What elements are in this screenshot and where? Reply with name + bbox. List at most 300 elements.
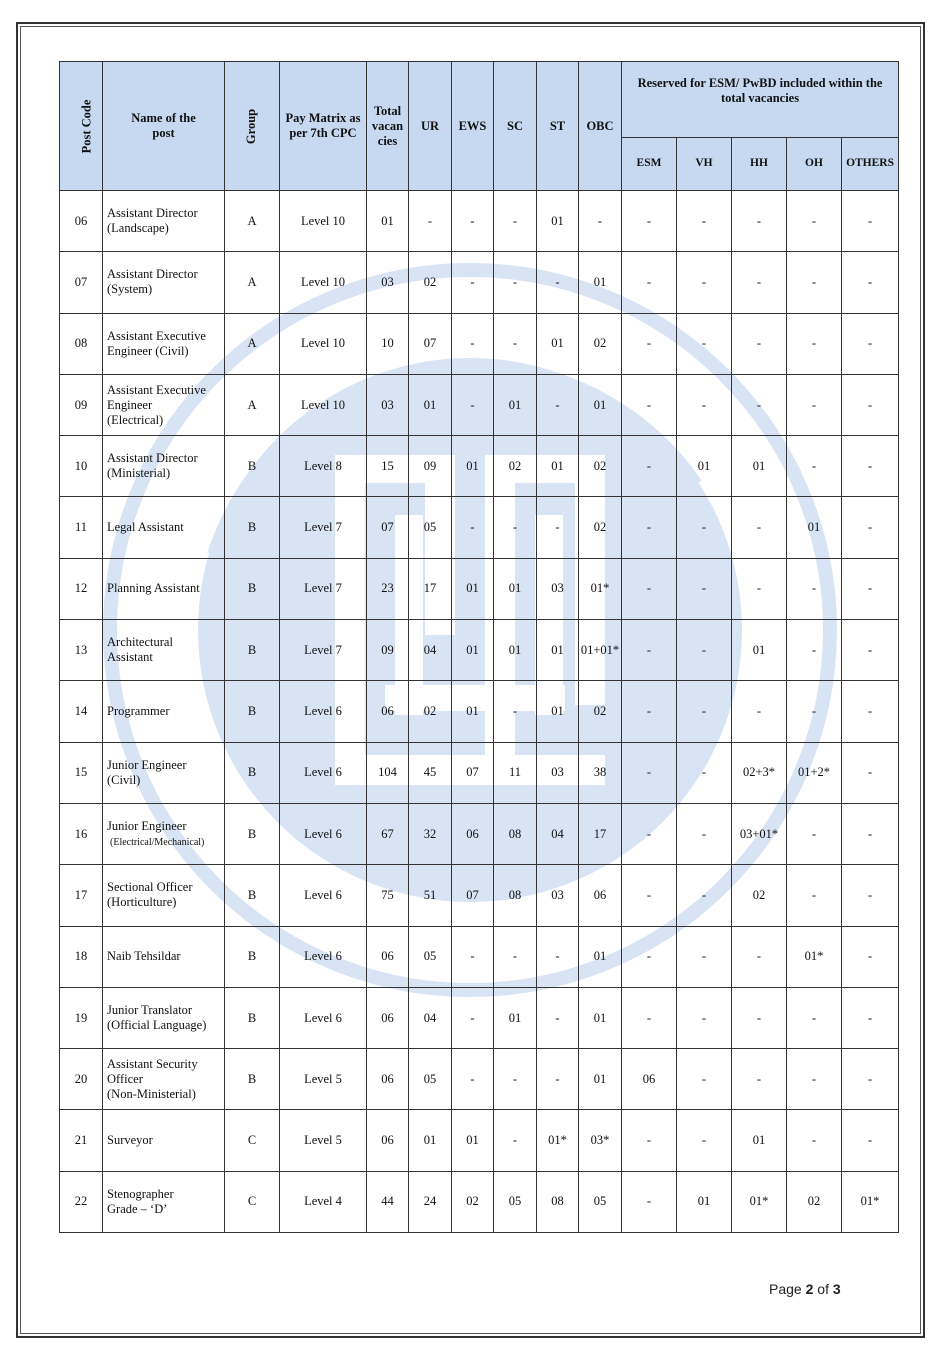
cell-sc: - bbox=[494, 681, 537, 742]
cell-others: - bbox=[842, 497, 899, 558]
cell-ews: - bbox=[452, 191, 494, 252]
cell-hh: - bbox=[732, 558, 787, 619]
cell-esm: - bbox=[622, 926, 677, 987]
cell-group: B bbox=[225, 620, 280, 681]
cell-vh: - bbox=[677, 681, 732, 742]
table-row bbox=[60, 436, 899, 497]
cell-group: A bbox=[225, 191, 280, 252]
cell-total: 10 bbox=[367, 313, 409, 374]
cell-st: 04 bbox=[537, 803, 579, 864]
cell-ur: 05 bbox=[409, 1049, 452, 1110]
cell-hh: 01 bbox=[732, 1110, 787, 1171]
table-row bbox=[60, 1171, 899, 1232]
cell-name bbox=[103, 1049, 225, 1110]
cell-sc: - bbox=[494, 191, 537, 252]
post-name-line: Architectural bbox=[107, 635, 173, 650]
cell-esm: - bbox=[622, 681, 677, 742]
table-row bbox=[60, 742, 899, 803]
cell-group: B bbox=[225, 742, 280, 803]
cell-others: - bbox=[842, 681, 899, 742]
cell-vh: - bbox=[677, 374, 732, 435]
cell-st: 01 bbox=[537, 436, 579, 497]
cell-others: - bbox=[842, 436, 899, 497]
cell-oh: - bbox=[787, 313, 842, 374]
cell-total: 75 bbox=[367, 865, 409, 926]
cell-code: 12 bbox=[60, 558, 103, 619]
col-header-ews: EWS bbox=[452, 62, 494, 191]
cell-name bbox=[103, 191, 225, 252]
col-header-total: Total vacan cies bbox=[367, 62, 409, 191]
post-name-line: (Civil) bbox=[107, 772, 141, 787]
cell-name bbox=[103, 926, 225, 987]
cell-hh: - bbox=[732, 374, 787, 435]
vacancy-table bbox=[59, 61, 899, 1233]
cell-oh: 01* bbox=[787, 926, 842, 987]
cell-pay: Level 7 bbox=[280, 497, 367, 558]
cell-sc: 01 bbox=[494, 374, 537, 435]
post-name-line: Assistant Executive bbox=[107, 382, 206, 397]
cell-code: 10 bbox=[60, 436, 103, 497]
post-name-line: Assistant Director bbox=[107, 206, 198, 221]
cell-pay: Level 5 bbox=[280, 1049, 367, 1110]
post-name-line: (Official Language) bbox=[107, 1018, 207, 1032]
cell-vh: - bbox=[677, 1110, 732, 1171]
cell-group: B bbox=[225, 987, 280, 1048]
cell-oh: - bbox=[787, 1049, 842, 1110]
vacancy-table-body bbox=[60, 191, 899, 1233]
cell-sc: 02 bbox=[494, 436, 537, 497]
cell-code: 14 bbox=[60, 681, 103, 742]
table-row bbox=[60, 374, 899, 435]
table-row bbox=[60, 987, 899, 1048]
cell-group: B bbox=[225, 803, 280, 864]
cell-others: - bbox=[842, 742, 899, 803]
cell-esm: - bbox=[622, 865, 677, 926]
cell-oh: - bbox=[787, 987, 842, 1048]
cell-others: - bbox=[842, 926, 899, 987]
post-name-line: Legal Assistant bbox=[107, 520, 184, 535]
cell-oh: 02 bbox=[787, 1171, 842, 1232]
post-name-line: Assistant Security bbox=[107, 1056, 198, 1071]
table-row bbox=[60, 191, 899, 252]
cell-sc: - bbox=[494, 252, 537, 313]
cell-group: B bbox=[225, 681, 280, 742]
cell-st: 01 bbox=[537, 681, 579, 742]
cell-ews: 01 bbox=[452, 558, 494, 619]
cell-oh: - bbox=[787, 191, 842, 252]
cell-ews: - bbox=[452, 1049, 494, 1110]
cell-pay: Level 5 bbox=[280, 1110, 367, 1171]
cell-total: 03 bbox=[367, 374, 409, 435]
cell-hh: - bbox=[732, 191, 787, 252]
cell-pay: Level 6 bbox=[280, 803, 367, 864]
cell-vh: 01 bbox=[677, 1171, 732, 1232]
cell-ur: 32 bbox=[409, 803, 452, 864]
cell-name bbox=[103, 620, 225, 681]
cell-others: - bbox=[842, 313, 899, 374]
cell-name bbox=[103, 558, 225, 619]
table-row bbox=[60, 803, 899, 864]
cell-others: - bbox=[842, 558, 899, 619]
cell-sc: 11 bbox=[494, 742, 537, 803]
cell-name bbox=[103, 1110, 225, 1171]
cell-esm: 06 bbox=[622, 1049, 677, 1110]
cell-group: B bbox=[225, 865, 280, 926]
cell-sc: - bbox=[494, 1049, 537, 1110]
cell-code: 07 bbox=[60, 252, 103, 313]
cell-group: B bbox=[225, 497, 280, 558]
cell-oh: 01 bbox=[787, 497, 842, 558]
cell-pay: Level 10 bbox=[280, 191, 367, 252]
cell-oh: - bbox=[787, 620, 842, 681]
col-header-vh: VH bbox=[677, 138, 732, 191]
cell-sc: - bbox=[494, 313, 537, 374]
cell-ews: - bbox=[452, 926, 494, 987]
cell-others: - bbox=[842, 620, 899, 681]
cell-obc: 01 bbox=[579, 252, 622, 313]
cell-ur: 45 bbox=[409, 742, 452, 803]
post-name-line: (System) bbox=[107, 282, 153, 297]
cell-st: 01* bbox=[537, 1110, 579, 1171]
cell-esm: - bbox=[622, 742, 677, 803]
cell-name bbox=[103, 987, 225, 1048]
cell-total: 44 bbox=[367, 1171, 409, 1232]
col-header-name: Name of the post bbox=[103, 62, 225, 191]
cell-ur: 04 bbox=[409, 620, 452, 681]
cell-obc: 38 bbox=[579, 742, 622, 803]
cell-code: 06 bbox=[60, 191, 103, 252]
post-name-line: Junior Engineer bbox=[107, 757, 187, 772]
cell-code: 20 bbox=[60, 1049, 103, 1110]
cell-pay: Level 7 bbox=[280, 558, 367, 619]
cell-hh: 02 bbox=[732, 865, 787, 926]
cell-vh: - bbox=[677, 865, 732, 926]
cell-obc: 17 bbox=[579, 803, 622, 864]
cell-name bbox=[103, 1171, 225, 1232]
cell-sc: 01 bbox=[494, 558, 537, 619]
cell-sc: 01 bbox=[494, 620, 537, 681]
cell-sc: 01 bbox=[494, 987, 537, 1048]
cell-ur: 01 bbox=[409, 1110, 452, 1171]
cell-group: C bbox=[225, 1110, 280, 1171]
cell-esm: - bbox=[622, 558, 677, 619]
cell-others: - bbox=[842, 987, 899, 1048]
cell-others: - bbox=[842, 865, 899, 926]
cell-hh: - bbox=[732, 313, 787, 374]
col-header-esm: ESM bbox=[622, 138, 677, 191]
cell-st: - bbox=[537, 987, 579, 1048]
cell-others: - bbox=[842, 374, 899, 435]
cell-group: B bbox=[225, 926, 280, 987]
cell-code: 15 bbox=[60, 742, 103, 803]
col-header-st: ST bbox=[537, 62, 579, 191]
col-header-sc: SC bbox=[494, 62, 537, 191]
cell-obc: 02 bbox=[579, 497, 622, 558]
cell-vh: - bbox=[677, 558, 732, 619]
cell-sc: - bbox=[494, 1110, 537, 1171]
cell-code: 17 bbox=[60, 865, 103, 926]
cell-esm: - bbox=[622, 436, 677, 497]
cell-code: 22 bbox=[60, 1171, 103, 1232]
post-name-line: Junior Engineer bbox=[107, 819, 187, 834]
cell-oh: - bbox=[787, 558, 842, 619]
cell-st: - bbox=[537, 497, 579, 558]
cell-vh: - bbox=[677, 742, 732, 803]
post-name-line: (Horticulture) bbox=[107, 895, 177, 910]
cell-hh: 01 bbox=[732, 620, 787, 681]
cell-hh: - bbox=[732, 1049, 787, 1110]
cell-pay: Level 6 bbox=[280, 865, 367, 926]
cell-name bbox=[103, 803, 225, 864]
cell-esm: - bbox=[622, 252, 677, 313]
cell-hh: - bbox=[732, 987, 787, 1048]
col-header-hh: HH bbox=[732, 138, 787, 191]
table-row bbox=[60, 313, 899, 374]
cell-pay: Level 4 bbox=[280, 1171, 367, 1232]
cell-pay: Level 10 bbox=[280, 374, 367, 435]
cell-others: - bbox=[842, 1110, 899, 1171]
cell-total: 03 bbox=[367, 252, 409, 313]
cell-obc: 01 bbox=[579, 374, 622, 435]
cell-group: A bbox=[225, 313, 280, 374]
cell-st: - bbox=[537, 252, 579, 313]
cell-total: 06 bbox=[367, 681, 409, 742]
cell-hh: - bbox=[732, 252, 787, 313]
cell-obc: 02 bbox=[579, 313, 622, 374]
cell-code: 08 bbox=[60, 313, 103, 374]
cell-oh: - bbox=[787, 1110, 842, 1171]
post-name-line: Officer bbox=[107, 1071, 143, 1086]
cell-code: 21 bbox=[60, 1110, 103, 1171]
post-name-subtitle: (Electrical/Mechanical) bbox=[110, 837, 205, 849]
cell-ews: - bbox=[452, 374, 494, 435]
post-name-line: (Landscape) bbox=[107, 221, 169, 236]
cell-st: 03 bbox=[537, 865, 579, 926]
col-header-pay-matrix: Pay Matrix as per 7th CPC bbox=[280, 62, 367, 191]
cell-sc: - bbox=[494, 926, 537, 987]
cell-esm: - bbox=[622, 191, 677, 252]
table-row bbox=[60, 252, 899, 313]
cell-others: - bbox=[842, 252, 899, 313]
cell-ews: 07 bbox=[452, 742, 494, 803]
post-name-line: Sectional Officer bbox=[107, 880, 193, 895]
col-header-ur: UR bbox=[409, 62, 452, 191]
cell-total: 01 bbox=[367, 191, 409, 252]
cell-total: 15 bbox=[367, 436, 409, 497]
cell-obc: 01+01* bbox=[579, 620, 622, 681]
cell-ews: - bbox=[452, 313, 494, 374]
cell-vh: - bbox=[677, 313, 732, 374]
cell-ews: 01 bbox=[452, 1110, 494, 1171]
col-header-obc: OBC bbox=[579, 62, 622, 191]
cell-name bbox=[103, 313, 225, 374]
cell-obc: 05 bbox=[579, 1171, 622, 1232]
cell-total: 06 bbox=[367, 1049, 409, 1110]
cell-obc: 03* bbox=[579, 1110, 622, 1171]
col-header-others: OTHERS bbox=[842, 138, 899, 191]
cell-name bbox=[103, 742, 225, 803]
cell-ur: 09 bbox=[409, 436, 452, 497]
post-name-line: Assistant Director bbox=[107, 267, 198, 282]
cell-st: 08 bbox=[537, 1171, 579, 1232]
cell-sc: 08 bbox=[494, 865, 537, 926]
cell-group: A bbox=[225, 252, 280, 313]
cell-others: - bbox=[842, 803, 899, 864]
cell-others: 01* bbox=[842, 1171, 899, 1232]
col-header-group: Group bbox=[225, 62, 280, 191]
cell-hh: - bbox=[732, 926, 787, 987]
cell-ews: 01 bbox=[452, 620, 494, 681]
cell-esm: - bbox=[622, 987, 677, 1048]
cell-group: C bbox=[225, 1171, 280, 1232]
cell-group: B bbox=[225, 1049, 280, 1110]
cell-ur: - bbox=[409, 191, 452, 252]
cell-total: 09 bbox=[367, 620, 409, 681]
col-header-oh: OH bbox=[787, 138, 842, 191]
cell-obc: 01* bbox=[579, 558, 622, 619]
col-header-post-code: Post Code bbox=[60, 62, 103, 191]
cell-name bbox=[103, 436, 225, 497]
cell-ur: 05 bbox=[409, 926, 452, 987]
cell-st: - bbox=[537, 926, 579, 987]
cell-pay: Level 10 bbox=[280, 252, 367, 313]
cell-oh: - bbox=[787, 803, 842, 864]
cell-total: 07 bbox=[367, 497, 409, 558]
page-number: Page 2 of 3 bbox=[769, 1281, 841, 1297]
table-row bbox=[60, 681, 899, 742]
cell-ur: 05 bbox=[409, 497, 452, 558]
cell-oh: - bbox=[787, 865, 842, 926]
cell-oh: - bbox=[787, 436, 842, 497]
cell-ews: 01 bbox=[452, 436, 494, 497]
post-name-line: (Ministerial) bbox=[107, 466, 171, 481]
cell-st: 01 bbox=[537, 313, 579, 374]
cell-pay: Level 6 bbox=[280, 742, 367, 803]
cell-esm: - bbox=[622, 497, 677, 558]
post-name-line: Surveyor bbox=[107, 1133, 153, 1148]
cell-ews: 01 bbox=[452, 681, 494, 742]
cell-st: 03 bbox=[537, 558, 579, 619]
post-name-line: Grade – ‘D’ bbox=[107, 1201, 168, 1216]
cell-obc: 02 bbox=[579, 681, 622, 742]
table-row bbox=[60, 620, 899, 681]
cell-sc: 05 bbox=[494, 1171, 537, 1232]
cell-ur: 51 bbox=[409, 865, 452, 926]
cell-ews: 06 bbox=[452, 803, 494, 864]
cell-obc: 06 bbox=[579, 865, 622, 926]
cell-pay: Level 8 bbox=[280, 436, 367, 497]
cell-code: 11 bbox=[60, 497, 103, 558]
cell-name bbox=[103, 865, 225, 926]
post-name-line: Assistant Executive bbox=[107, 328, 206, 343]
cell-ur: 24 bbox=[409, 1171, 452, 1232]
post-name-line: Assistant bbox=[107, 650, 153, 665]
cell-vh: - bbox=[677, 191, 732, 252]
col-header-reserved: Reserved for ESM/ PwBD included within the total vacancies bbox=[622, 62, 899, 138]
cell-obc: 01 bbox=[579, 987, 622, 1048]
cell-code: 16 bbox=[60, 803, 103, 864]
cell-vh: - bbox=[677, 926, 732, 987]
cell-ews: 02 bbox=[452, 1171, 494, 1232]
cell-ur: 17 bbox=[409, 558, 452, 619]
cell-name bbox=[103, 497, 225, 558]
cell-hh: 02+3* bbox=[732, 742, 787, 803]
cell-pay: Level 6 bbox=[280, 926, 367, 987]
cell-esm: - bbox=[622, 620, 677, 681]
post-name-line: Assistant Director bbox=[107, 451, 198, 466]
cell-sc: 08 bbox=[494, 803, 537, 864]
cell-oh: - bbox=[787, 252, 842, 313]
post-name-line: Engineer bbox=[107, 397, 153, 412]
cell-hh: - bbox=[732, 681, 787, 742]
cell-hh: 03+01* bbox=[732, 803, 787, 864]
cell-name bbox=[103, 374, 225, 435]
cell-vh: - bbox=[677, 620, 732, 681]
cell-obc: - bbox=[579, 191, 622, 252]
cell-esm: - bbox=[622, 803, 677, 864]
cell-st: 01 bbox=[537, 191, 579, 252]
cell-st: 01 bbox=[537, 620, 579, 681]
post-name-line: Programmer bbox=[107, 704, 170, 719]
cell-vh: - bbox=[677, 803, 732, 864]
cell-obc: 02 bbox=[579, 436, 622, 497]
cell-code: 18 bbox=[60, 926, 103, 987]
cell-total: 06 bbox=[367, 1110, 409, 1171]
cell-pay: Level 10 bbox=[280, 313, 367, 374]
cell-pay: Level 6 bbox=[280, 681, 367, 742]
post-name-line: Junior Translator bbox=[107, 1003, 193, 1017]
cell-group: A bbox=[225, 374, 280, 435]
cell-esm: - bbox=[622, 374, 677, 435]
cell-name bbox=[103, 252, 225, 313]
cell-pay: Level 6 bbox=[280, 987, 367, 1048]
cell-obc: 01 bbox=[579, 1049, 622, 1110]
post-name-line: Stenographer bbox=[107, 1186, 174, 1201]
cell-total: 06 bbox=[367, 926, 409, 987]
cell-others: - bbox=[842, 1049, 899, 1110]
cell-group: B bbox=[225, 558, 280, 619]
cell-st: - bbox=[537, 1049, 579, 1110]
cell-vh: - bbox=[677, 987, 732, 1048]
cell-ur: 07 bbox=[409, 313, 452, 374]
cell-esm: - bbox=[622, 1171, 677, 1232]
cell-name bbox=[103, 681, 225, 742]
table-row bbox=[60, 1110, 899, 1171]
cell-hh: - bbox=[732, 497, 787, 558]
cell-ews: - bbox=[452, 987, 494, 1048]
cell-sc: - bbox=[494, 497, 537, 558]
cell-code: 09 bbox=[60, 374, 103, 435]
cell-vh: - bbox=[677, 497, 732, 558]
table-row bbox=[60, 1049, 899, 1110]
post-name-line: Engineer (Civil) bbox=[107, 343, 189, 358]
table-row bbox=[60, 558, 899, 619]
cell-total: 104 bbox=[367, 742, 409, 803]
cell-group: B bbox=[225, 436, 280, 497]
table-row bbox=[60, 865, 899, 926]
cell-oh: - bbox=[787, 681, 842, 742]
cell-ur: 02 bbox=[409, 681, 452, 742]
cell-others: - bbox=[842, 191, 899, 252]
cell-ews: 07 bbox=[452, 865, 494, 926]
cell-total: 23 bbox=[367, 558, 409, 619]
cell-ur: 01 bbox=[409, 374, 452, 435]
cell-esm: - bbox=[622, 313, 677, 374]
cell-total: 06 bbox=[367, 987, 409, 1048]
cell-ur: 02 bbox=[409, 252, 452, 313]
cell-code: 13 bbox=[60, 620, 103, 681]
cell-ews: - bbox=[452, 252, 494, 313]
